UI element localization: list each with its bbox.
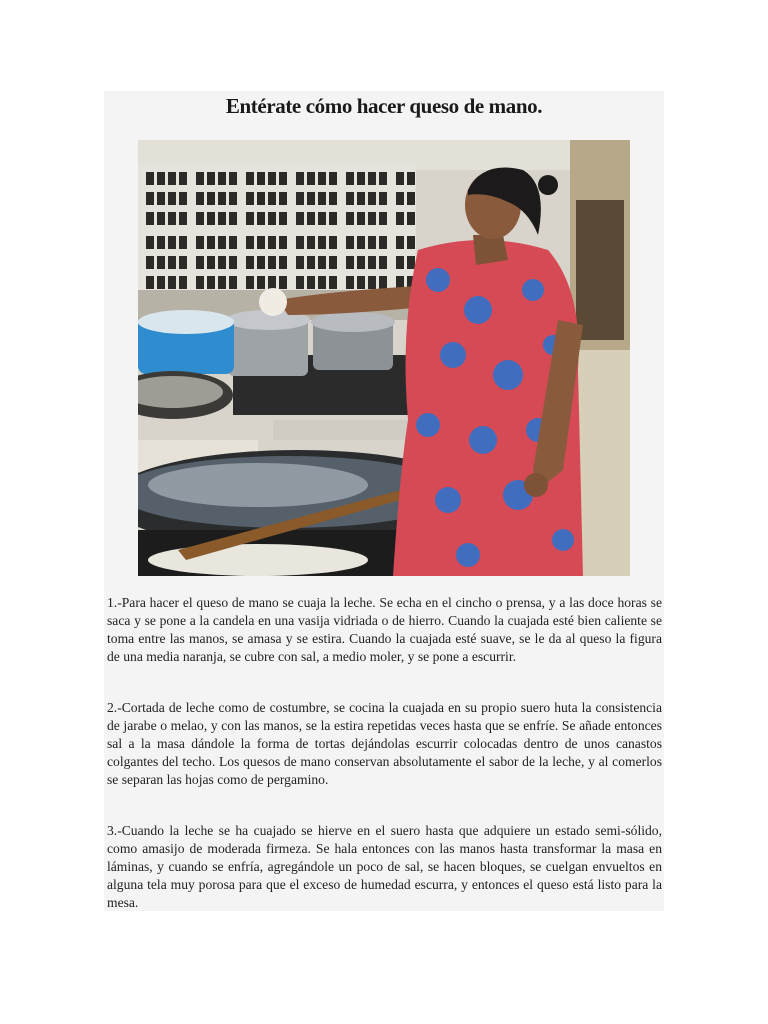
- block-hole: [268, 172, 276, 185]
- block-hole: [318, 172, 326, 185]
- block-hole: [196, 212, 204, 225]
- block-hole: [168, 276, 176, 289]
- block-hole: [218, 276, 226, 289]
- block-hole: [157, 276, 165, 289]
- block-hole: [396, 172, 404, 185]
- block-hole: [196, 236, 204, 249]
- block-hole: [268, 236, 276, 249]
- block-hole: [357, 236, 365, 249]
- block-hole: [329, 236, 337, 249]
- block-hole: [257, 276, 265, 289]
- block-hole: [268, 256, 276, 269]
- block-hole: [257, 212, 265, 225]
- block-hole: [229, 256, 237, 269]
- block-hole: [207, 236, 215, 249]
- block-hole: [257, 172, 265, 185]
- block-hole: [257, 256, 265, 269]
- block-hole: [229, 192, 237, 205]
- block-hole: [218, 172, 226, 185]
- block-hole: [346, 192, 354, 205]
- block-hole: [307, 212, 315, 225]
- block-hole: [318, 192, 326, 205]
- block-hole: [346, 256, 354, 269]
- block-hole: [357, 212, 365, 225]
- article-panel: [104, 91, 664, 911]
- block-hole: [196, 256, 204, 269]
- blue-tub: [138, 310, 234, 374]
- block-hole: [368, 192, 376, 205]
- block-hole: [157, 172, 165, 185]
- block-hole: [179, 276, 187, 289]
- block-hole: [296, 276, 304, 289]
- block-hole: [157, 236, 165, 249]
- block-hole: [207, 256, 215, 269]
- block-hole: [196, 276, 204, 289]
- block-hole: [146, 192, 154, 205]
- block-hole: [357, 256, 365, 269]
- block-hole: [379, 256, 387, 269]
- block-hole: [196, 172, 204, 185]
- block-hole: [307, 256, 315, 269]
- block-hole: [407, 212, 415, 225]
- block-hole: [318, 212, 326, 225]
- block-hole: [296, 172, 304, 185]
- block-hole: [407, 256, 415, 269]
- block-hole: [329, 276, 337, 289]
- block-hole: [157, 256, 165, 269]
- block-hole: [307, 236, 315, 249]
- block-hole: [296, 212, 304, 225]
- block-hole: [407, 236, 415, 249]
- block-hole: [379, 172, 387, 185]
- block-hole: [407, 172, 415, 185]
- block-hole: [146, 236, 154, 249]
- block-hole: [396, 212, 404, 225]
- block-hole: [207, 192, 215, 205]
- block-hole: [246, 172, 254, 185]
- block-hole: [368, 276, 376, 289]
- paragraph-3: 3.-Cuando la leche se ha cuajado se hierve en el suero hasta que adquiere un estado semi-sólido, como amasijo de moderada firmeza. Se hala entonces con las manos hasta transformar la masa en láminas, y cuando se enfría, agregándole un poco de sal, se hacen bloques, se cuelgan envueltos en alguna tela muy porosa para que el exceso de humedad escurra, y entonces el queso está listo para la mesa.: [107, 823, 662, 910]
- block-hole: [346, 212, 354, 225]
- block-hole: [279, 212, 287, 225]
- block-hole: [268, 212, 276, 225]
- block-hole: [146, 256, 154, 269]
- block-hole: [329, 256, 337, 269]
- block-hole: [229, 236, 237, 249]
- block-hole: [179, 256, 187, 269]
- paragraph-2: 2.-Cortada de leche como de costumbre, se cocina la cuajada en su propio suero huta la consistencia de jarabe o melao, y con las manos, se la estira repetidas veces hasta que se enfríe. Se añade entonces sal a la masa dándole la forma de tortas dejándolas escurrir colocadas dentro de unos canastos colgantes del techo. Los quesos de mano conservan absolutamente el sabor de la leche, y al comerlos se separan las hojas como de pergamino.: [107, 700, 662, 787]
- block-hole: [396, 192, 404, 205]
- block-hole: [179, 212, 187, 225]
- block-hole: [146, 172, 154, 185]
- block-hole: [307, 172, 315, 185]
- block-hole: [329, 172, 337, 185]
- block-hole: [307, 192, 315, 205]
- block-hole: [179, 236, 187, 249]
- block-hole: [168, 256, 176, 269]
- photo-illustration: [138, 140, 630, 576]
- block-hole: [157, 212, 165, 225]
- block-hole: [218, 192, 226, 205]
- block-hole: [368, 172, 376, 185]
- block-hole: [368, 256, 376, 269]
- block-hole: [168, 236, 176, 249]
- block-hole: [318, 236, 326, 249]
- block-hole: [346, 172, 354, 185]
- block-hole: [246, 236, 254, 249]
- block-hole: [279, 256, 287, 269]
- block-hole: [196, 192, 204, 205]
- paragraph-1: 1.-Para hacer el queso de mano se cuaja la leche. Se echa en el cincho o prensa, y a las doce horas se saca y se pone a la candela en una vasija vidriada o de hierro. Cuando la cuajada esté bien caliente se toma entre las manos, se amasa y se estira. Cuando la cuajada esté suave, se le da al queso la figura de una media naranja, se cubre con sal, a medio moler, y se pone a escurrir.: [107, 595, 662, 664]
- block-hole: [168, 192, 176, 205]
- block-hole: [179, 172, 187, 185]
- cheese-making-photo: [138, 140, 630, 576]
- block-hole: [246, 192, 254, 205]
- block-hole: [296, 236, 304, 249]
- block-hole: [396, 256, 404, 269]
- block-hole: [368, 212, 376, 225]
- block-hole: [357, 276, 365, 289]
- block-hole: [368, 236, 376, 249]
- block-hole: [379, 192, 387, 205]
- block-hole: [407, 192, 415, 205]
- block-hole: [329, 212, 337, 225]
- article-title: Entérate cómo hacer queso de mano.: [225, 94, 543, 118]
- block-hole: [168, 172, 176, 185]
- block-hole: [279, 276, 287, 289]
- block-hole: [257, 236, 265, 249]
- block-hole: [329, 192, 337, 205]
- block-hole: [346, 276, 354, 289]
- block-hole: [357, 172, 365, 185]
- block-hole: [257, 192, 265, 205]
- block-hole: [246, 276, 254, 289]
- block-hole: [146, 212, 154, 225]
- block-hole: [229, 276, 237, 289]
- block-hole: [218, 212, 226, 225]
- block-hole: [279, 192, 287, 205]
- block-hole: [246, 256, 254, 269]
- block-hole: [318, 256, 326, 269]
- block-hole: [279, 172, 287, 185]
- block-hole: [357, 192, 365, 205]
- block-hole: [379, 236, 387, 249]
- block-hole: [379, 276, 387, 289]
- block-hole: [268, 192, 276, 205]
- block-hole: [296, 192, 304, 205]
- block-hole: [279, 236, 287, 249]
- block-hole: [307, 276, 315, 289]
- block-hole: [179, 192, 187, 205]
- block-hole: [229, 172, 237, 185]
- block-hole: [157, 192, 165, 205]
- block-hole: [229, 212, 237, 225]
- block-hole: [246, 212, 254, 225]
- block-hole: [218, 256, 226, 269]
- block-hole: [268, 276, 276, 289]
- block-hole: [207, 172, 215, 185]
- block-hole: [207, 276, 215, 289]
- block-hole: [218, 236, 226, 249]
- block-hole: [146, 276, 154, 289]
- block-hole: [379, 212, 387, 225]
- block-hole: [396, 236, 404, 249]
- block-hole: [207, 212, 215, 225]
- block-hole: [318, 276, 326, 289]
- block-hole: [168, 212, 176, 225]
- breeze-block-wall: [138, 164, 416, 294]
- block-hole: [296, 256, 304, 269]
- block-hole: [346, 236, 354, 249]
